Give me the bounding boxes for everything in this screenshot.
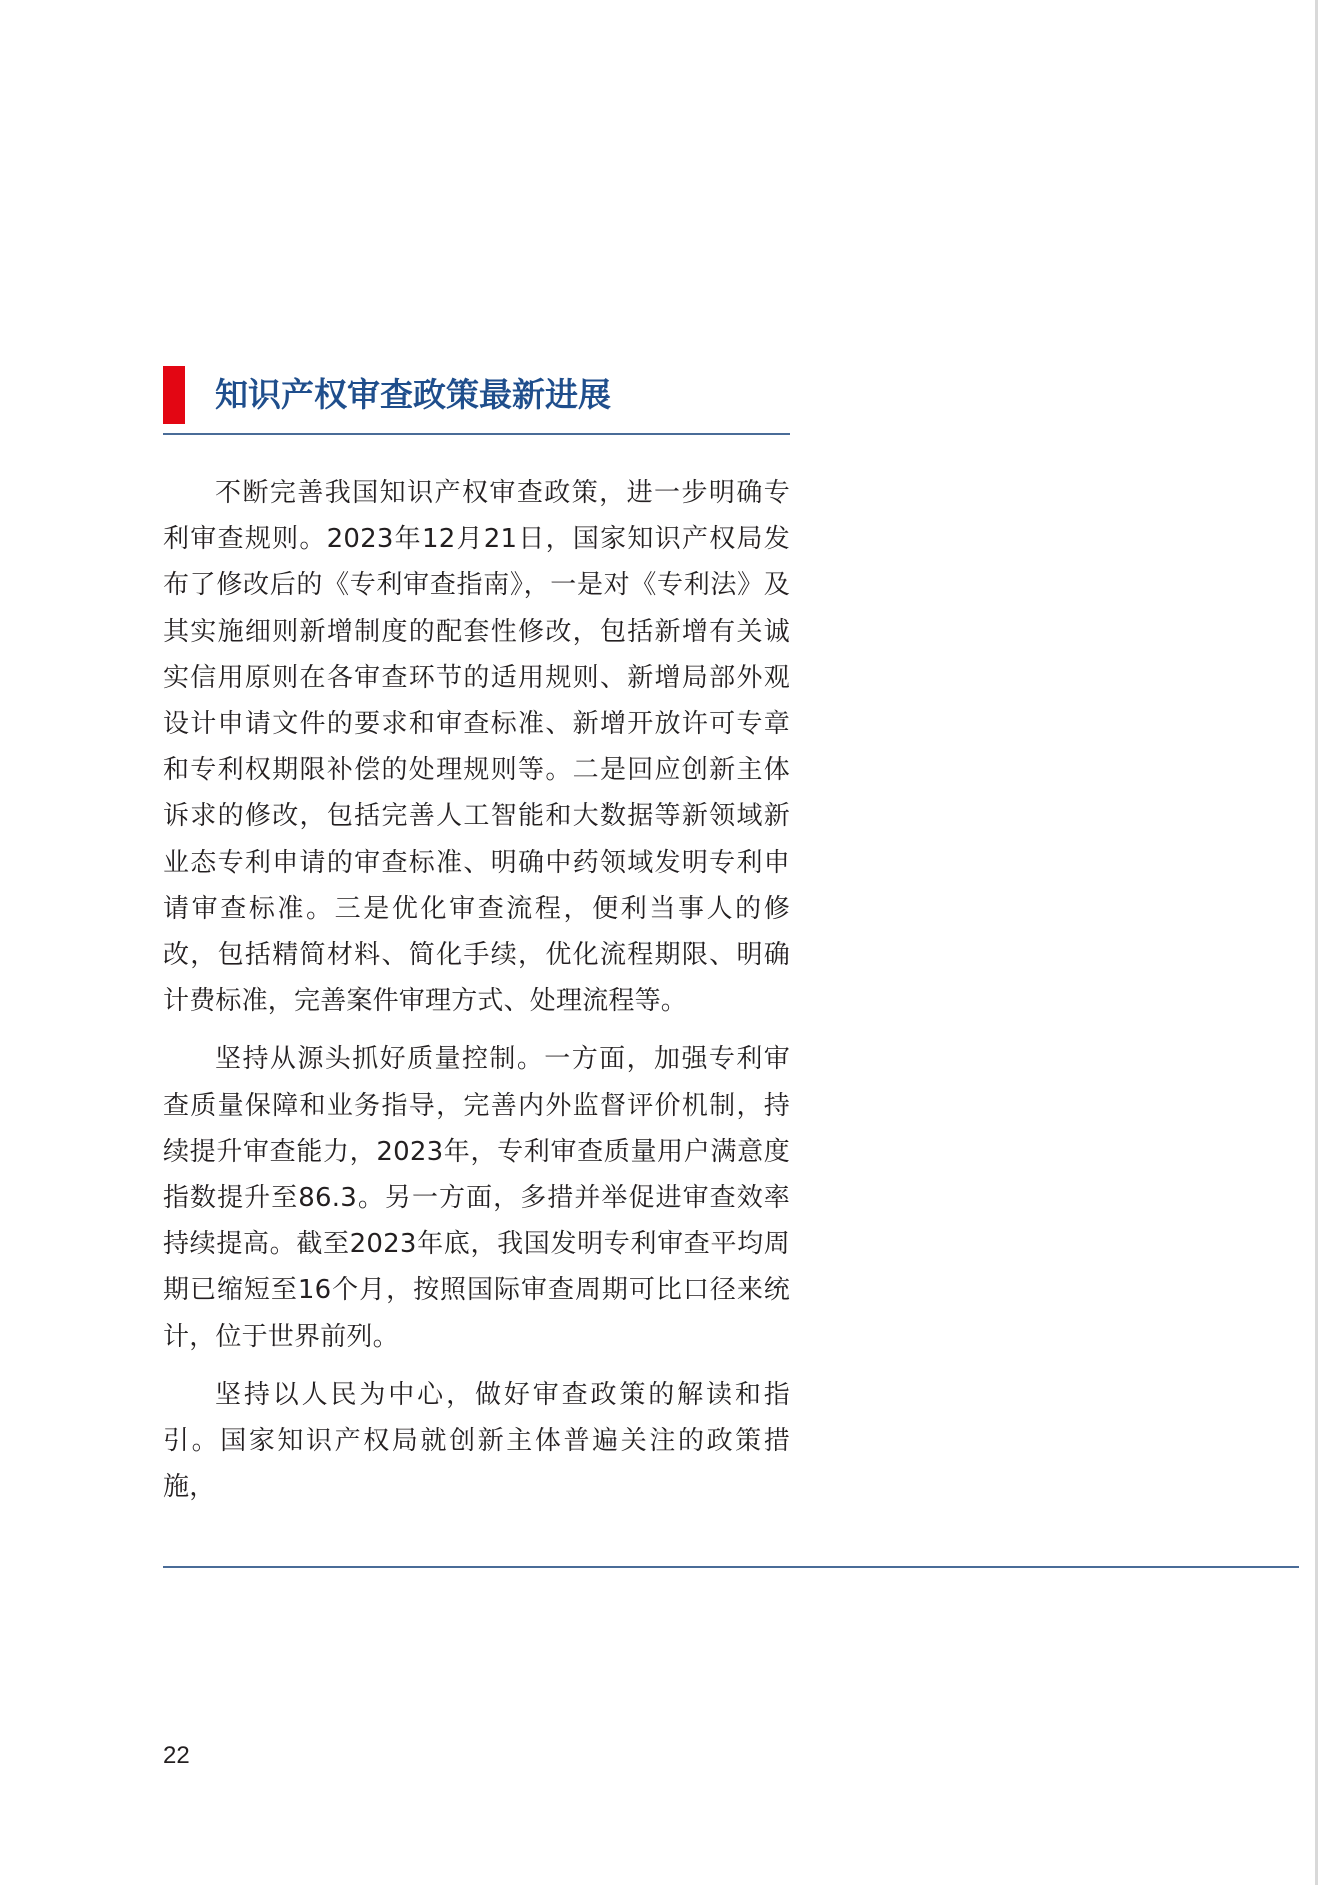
page-number: 22 xyxy=(163,1742,190,1769)
paragraph-3: 坚持以人民为中心，做好审查政策的解读和指引。国家知识产权局就创新主体普遍关注的政策措施， xyxy=(163,1379,790,1503)
section-title: 知识产权审查政策最新进展 xyxy=(215,375,611,414)
section-heading xyxy=(163,365,790,435)
paragraph-2: 坚持从源头抓好质量控制。一方面，加强专利审查质量保障和业务指导，完善内外监督评价机制，持续提升审查能力，2023年，专利审查质量用户满意度指数提升至86.3。另一方面，多措并举促进审查效率持续提高。截至2023年底，我国发明专利审查平均周期已缩短至16个月，按照国际审查周期可比口径来统计，位于世界前列。 xyxy=(163,1044,790,1352)
paragraph-1: 不断完善我国知识产权审查政策，进一步明确专利审查规则。2023年12月21日，国家知识产权局发布了修改后的《专利审查指南》，一是对《专利法》及其实施细则新增制度的配套性修改，包括新增有关诚实信用原则在各审查环节的适用规则、新增局部外观设计申请文件的要求和审查标准、新增开放许可专章和专利权期限补偿的处理规则等。二是回应创新主体诉求的修改，包括完善人工智能和大数据等新领域新业态专利申请的审查标准、明确中药领域发明专利申请审查标准。三是优化审查流程，便利当事人的修改，包括精简材料、简化手续，优化流程期限、明确计费标准，完善案件审理方式、处理流程等。 xyxy=(163,478,790,1017)
body-text xyxy=(163,470,790,1522)
heading-accent-bar xyxy=(163,366,185,424)
footer-rule xyxy=(163,1566,1299,1568)
